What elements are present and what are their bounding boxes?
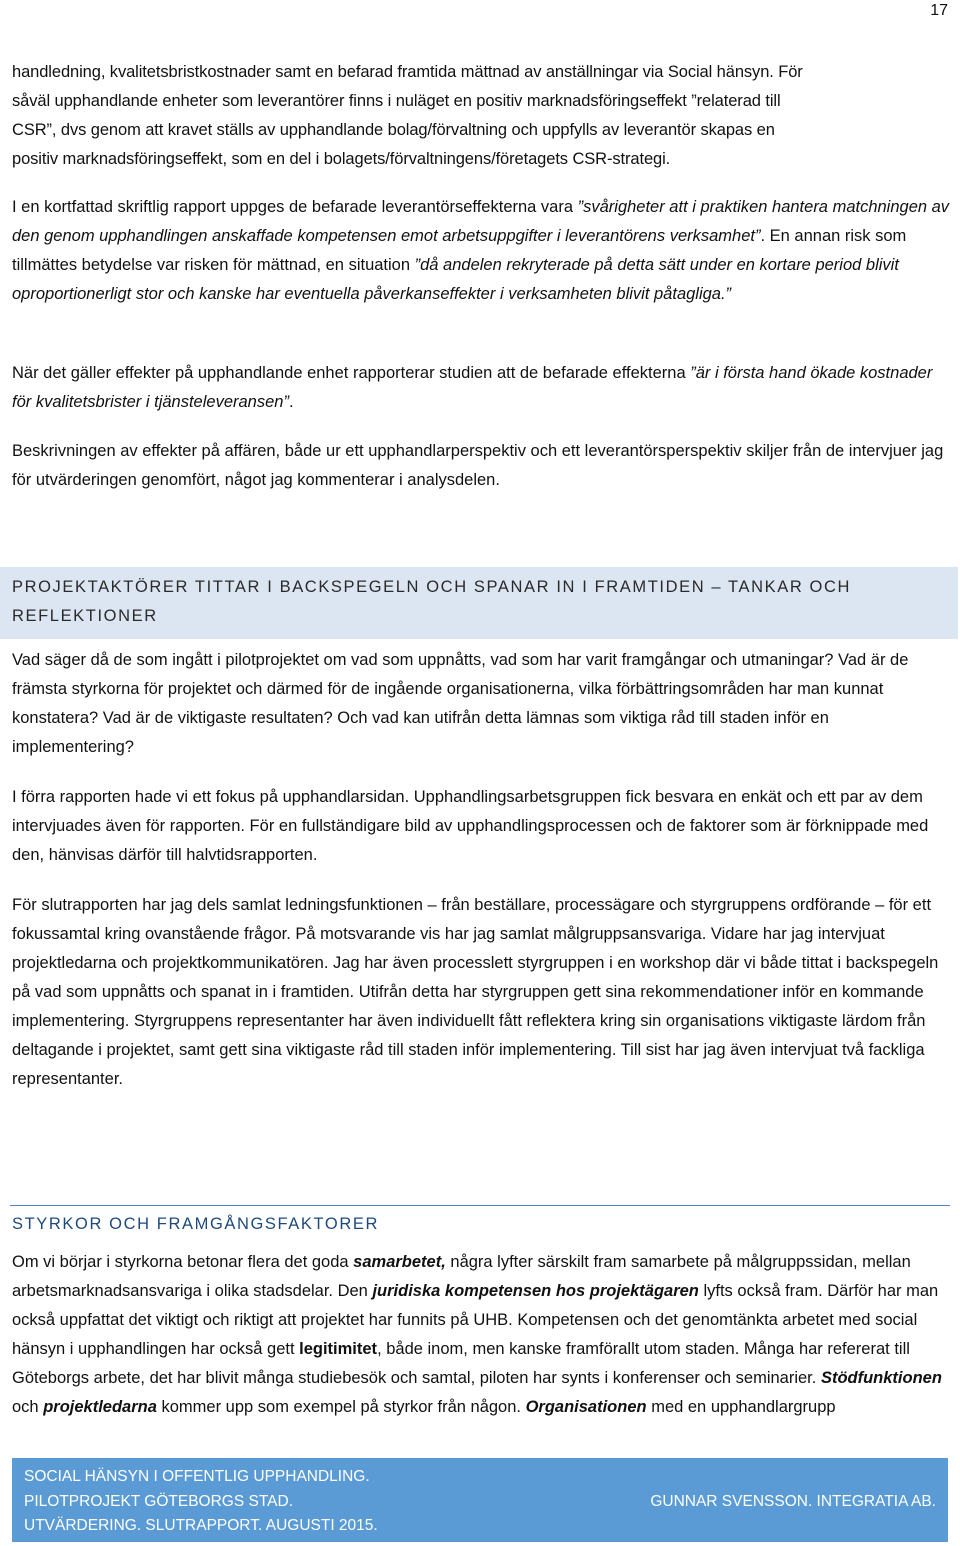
- paragraph-styrkor: [12, 1248, 950, 1422]
- quote-run: ”då andelen rekryterade på detta sätt under en kortare period blivit oproportionerligt stor och kanske har eventuella påverkanseffekter i verksamheten blivit påtagliga.”: [12, 256, 899, 303]
- emphasis-run: [526, 1398, 647, 1416]
- quote-run: ”är i första hand ökade kostnader för kvalitetsbrister i tjänsteleveransen”: [12, 364, 933, 411]
- text-run: några lyfter särskilt fram samarbete på målgruppssidan, mellan arbetsmarknadsansvariga i olika stadsdelar. Den: [12, 1253, 911, 1300]
- paragraph-line: såväl upphandlande enheter som leverantörer finns i nuläget en positiv marknadsföringseffekt ”relaterad till: [12, 92, 781, 110]
- emphasis-run: legitimitet: [299, 1340, 378, 1358]
- text-run: . En annan risk som tillmättes betydelse var risken för mättnad, en situation: [12, 227, 907, 274]
- footer-author: GUNNAR SVENSSON. INTEGRATIA AB.: [650, 1493, 936, 1510]
- page-number: 17: [930, 2, 948, 19]
- text-run: .: [288, 393, 294, 411]
- text-run: med en upphandlargrupp: [646, 1398, 836, 1416]
- paragraph-line: CSR”, dvs genom att kravet ställs av upphandlande bolag/förvaltning och uppfylls av leverantör skapas en: [12, 121, 775, 139]
- footer-line: PILOTPROJEKT GÖTEBORGS STAD.: [24, 1492, 294, 1510]
- paragraph-upphandlande-enhet: [12, 359, 950, 417]
- paragraph-intro: [12, 58, 950, 174]
- footer-line: UTVÄRDERING. SLUTRAPPORT. AUGUSTI 2015.: [24, 1517, 378, 1534]
- emphasis-text: samarbetet,: [353, 1253, 446, 1271]
- emphasis-run: [821, 1369, 942, 1387]
- emphasis-text: Stödfunktionen: [820, 1369, 942, 1387]
- paragraph-line: positiv marknadsföringseffekt, som en del i bolagets/förvaltningens/företagets CSR-strategi.: [12, 150, 671, 168]
- emphasis-text: juridiska kompetensen hos projektägaren: [372, 1282, 699, 1300]
- emphasis-run: [372, 1282, 698, 1300]
- emphasis-text: Organisationen: [525, 1398, 647, 1416]
- footer-title-block: [24, 1465, 378, 1539]
- paragraph-affaren: Beskrivningen av effekter på affären, både ur ett upphandlarperspektiv och ett leverantörsperspektiv skiljer från de intervjuer jag för utvärderingen genomfört, något jag kommenterar i analysdelen.: [12, 442, 944, 489]
- text-run: I en kortfattad skriftlig rapport uppges de befarade leverantörseffekterna vara: [12, 198, 578, 216]
- paragraph-forra-rapporten: I förra rapporten hade vi ett fokus på upphandlarsidan. Upphandlingsarbetsgruppen fick besvara en enkät och ett par av dem intervjuades även för rapporten. För en fullständigare bild av upphandlingsprocessen och de faktorer som är förknippade med den, hänvisas därför till halvtidsrapporten.: [12, 788, 929, 864]
- footer-line: SOCIAL HÄNSYN I OFFENTLIG UPPHANDLING.: [24, 1468, 370, 1485]
- text-run: och: [12, 1398, 44, 1416]
- section-heading: PROJEKTAKTÖRER TITTAR I BACKSPEGELN OCH SPANAR IN I FRAMTIDEN – TANKAR OCH REFLEKTIONER: [12, 578, 852, 625]
- text-run: När det gäller effekter på upphandlande enhet rapporterar studien att de befarade effekterna: [12, 364, 691, 382]
- subsection-heading: STYRKOR OCH FRAMGÅNGSFAKTORER: [12, 1215, 379, 1233]
- quote-run: ”svårigheter att i praktiken hantera matchningen av den genom upphandlingen anskaffade kompetensen emot arbetsuppgifter i leverantörens verksamhet”: [12, 198, 950, 245]
- text-run: Om vi börjar i styrkorna betonar flera det goda: [12, 1253, 354, 1271]
- text-run: lyfts också fram. Därför har man också uppfattat det viktigt och riktigt att projektet har funnits på UHB. Kompetensen och det genomtänkta arbetet med social hänsyn i upphandlingen har också gett: [12, 1282, 939, 1358]
- heading-rule: [10, 1205, 950, 1206]
- paragraph-line: handledning, kvalitetsbristkostnader samt en befarad framtida mättnad av anställningar via Social hänsyn. För: [12, 63, 803, 81]
- text-run: , både inom, men kanske framförallt utom staden. Många har refererat till Göteborgs arbete, det har blivit många studiebesök och samtal, piloten har synts i konferenser och seminarier.: [12, 1340, 910, 1387]
- page-footer: [12, 1458, 948, 1542]
- emphasis-run: [43, 1398, 157, 1416]
- emphasis-text: projektledarna: [43, 1398, 157, 1416]
- text-run: kommer upp som exempel på styrkor från någon.: [156, 1398, 526, 1416]
- paragraph-slutrapporten: För slutrapporten har jag dels samlat ledningsfunktionen – från beställare, processägare och styrgruppens ordförande – för ett fokussamtal kring ovanstående frågor. På motsvarande vis har jag samlat målgruppsansvariga. Vidare har jag intervjuat projektledarna och projektkommunikatören. Jag har även processlett styrgruppen i en workshop där vi både tittat i backspegeln på vad som uppnåtts och spanat in i framtiden. Utifrån detta har styrgruppen gett sina rekommendationer inför en kommande implementering. Styrgruppens representanter har även individuellt fått reflektera kring sin organisations viktigaste lärdom från deltagande i projektet, samt gett sina viktigaste råd till staden inför implementering. Till sist har jag även intervjuat två fackliga representanter.: [12, 896, 939, 1088]
- paragraph-fragor: Vad säger då de som ingått i pilotprojektet om vad som uppnåtts, vad som har varit framgångar och utmaningar? Vad är de främsta styrkorna för projektet och därmed för de ingående organisationerna, vilka förbättringsområden har man kunnat konstatera? Vad är de viktigaste resultaten? Och vad kan utifrån detta lämnas som viktiga råd till staden inför en implementering?: [12, 651, 909, 756]
- paragraph-leverantorseffekter: [12, 193, 950, 309]
- emphasis-run: [353, 1253, 446, 1271]
